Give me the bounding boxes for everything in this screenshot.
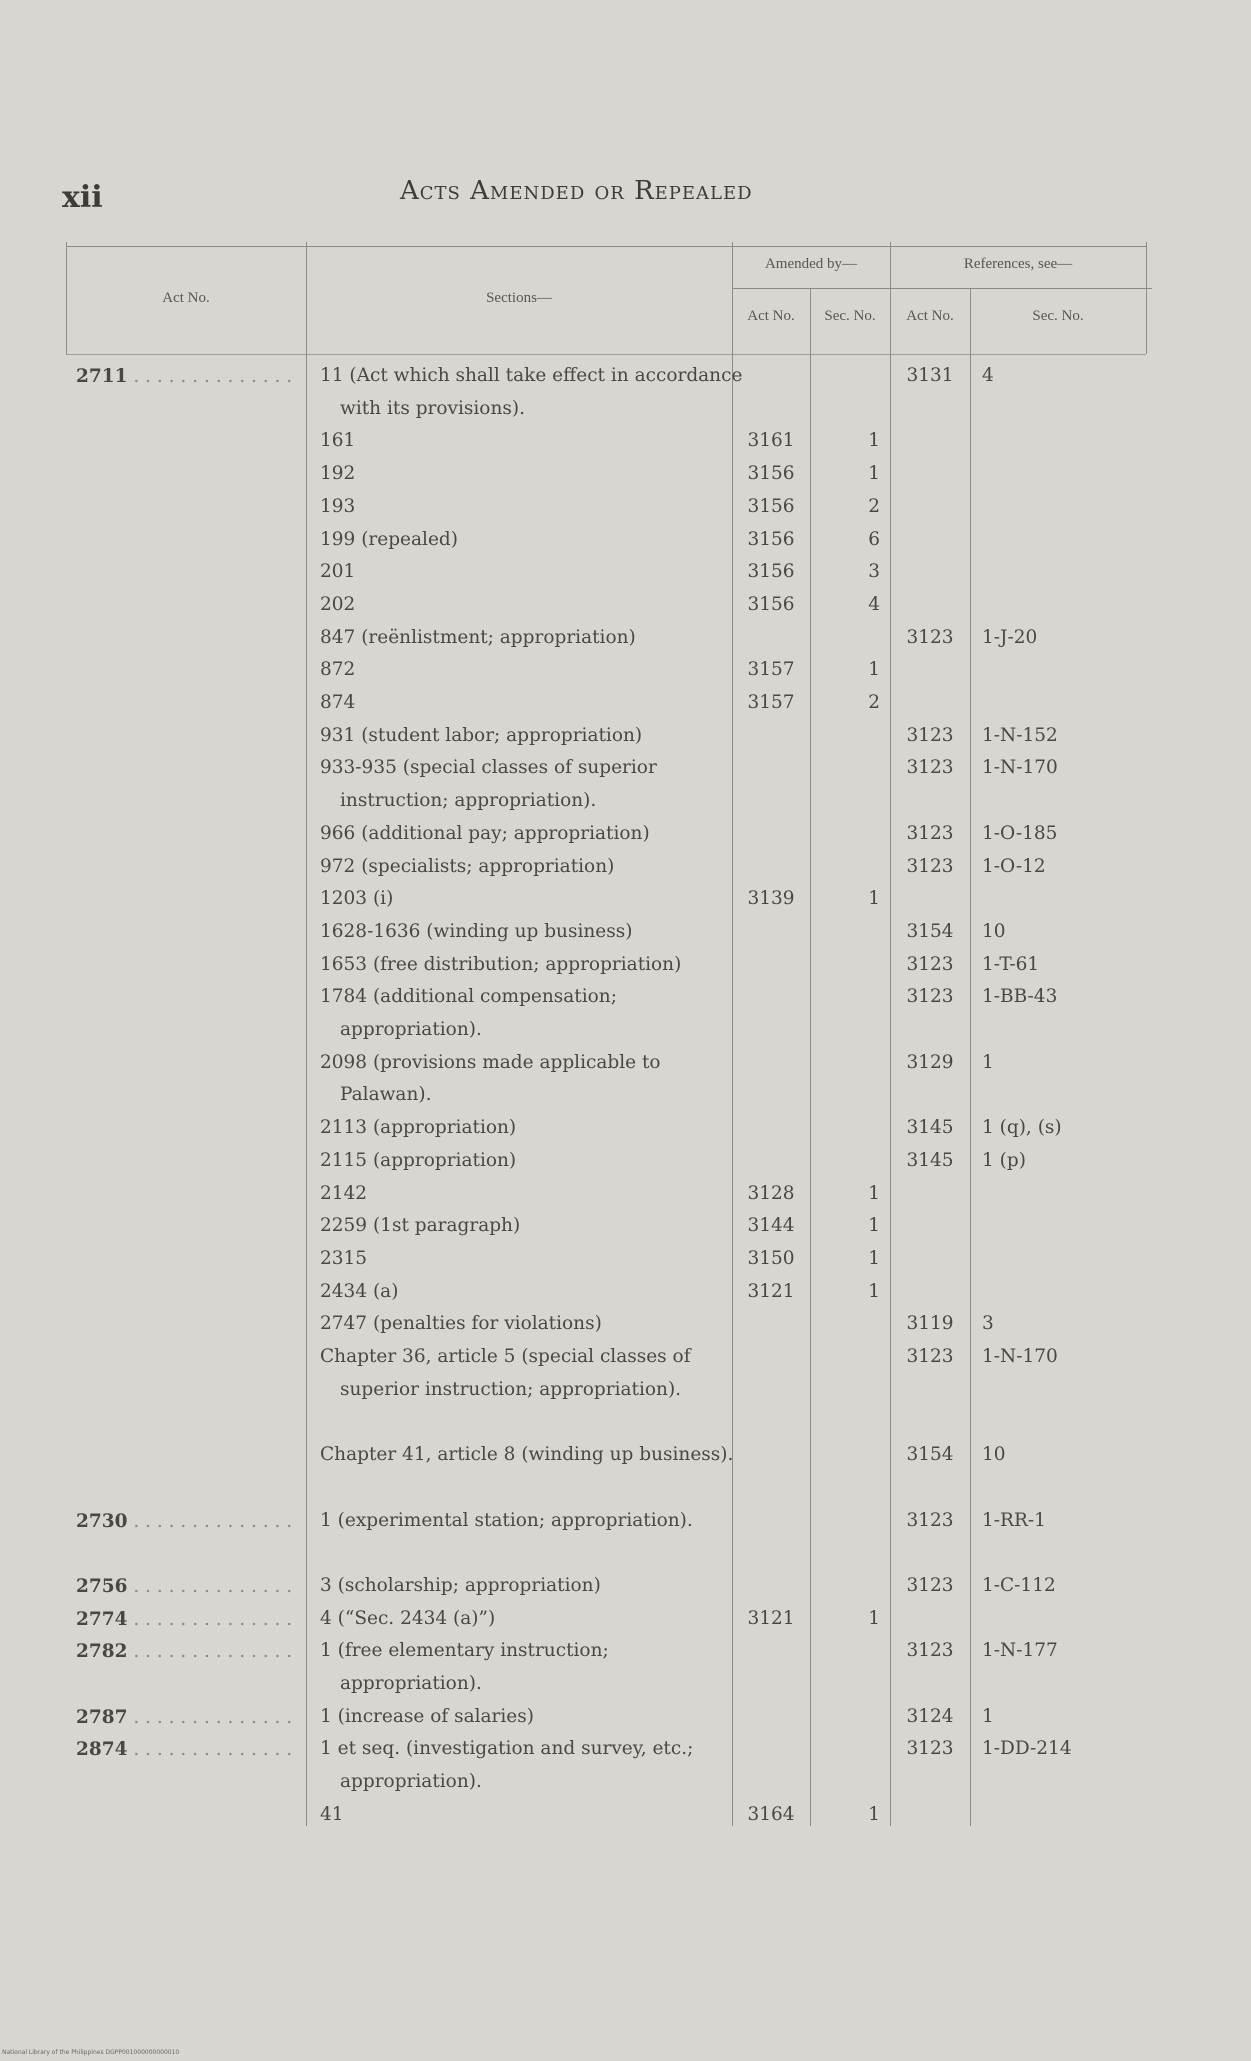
amended-act-no: 3150	[747, 1247, 795, 1269]
amended-sec-no: 2	[868, 692, 880, 713]
amended-sec-no: 1	[868, 1803, 880, 1825]
running-head: Acts Amended or Repealed	[400, 176, 753, 206]
section-label: 199 (repealed)	[320, 528, 458, 550]
amended-act-no: 3164	[747, 1803, 795, 1825]
amended-sec-no: 1	[868, 1280, 880, 1302]
section-text	[320, 425, 750, 458]
section-label: 966 (additional pay; appropriation)	[320, 822, 650, 844]
section-text	[320, 622, 750, 655]
amended-act-no: 3128	[747, 1182, 795, 1204]
section-label: 933-935 (special classes of superior instruction; appropriation).	[320, 757, 657, 812]
section-label: 2747 (penalties for violations)	[320, 1313, 602, 1335]
reference-sec-no: 4	[982, 365, 994, 386]
header-ref-sec-no: Sec. No.	[1032, 308, 1084, 324]
table-row	[66, 758, 1152, 823]
reference-act-no: 3123	[906, 1640, 954, 1662]
reference-sec-no: 1-T-61	[982, 953, 1040, 975]
section-label: 1 (increase of salaries)	[320, 1705, 534, 1727]
section-label: 1203 (i)	[320, 888, 394, 910]
section-label: 874	[320, 692, 356, 713]
reference-sec-no: 1-N-152	[982, 724, 1058, 746]
reference-act-no: 3123	[906, 822, 954, 844]
section-label: 872	[320, 659, 356, 681]
amended-act-no: 3156	[747, 528, 795, 550]
reference-sec-no: 1	[982, 1051, 994, 1073]
amended-sec-no: 1	[868, 1215, 880, 1237]
section-text	[320, 491, 750, 524]
header-amended-by: Amended by—	[764, 256, 858, 272]
amended-act-no: 3157	[747, 692, 795, 713]
section-text	[320, 1145, 750, 1178]
section-text	[320, 687, 750, 720]
reference-sec-no: 3	[982, 1313, 994, 1335]
amended-act-no: 3121	[747, 1607, 795, 1629]
reference-act-no: 3131	[906, 365, 954, 386]
section-label: 202	[320, 593, 356, 615]
reference-sec-no: 10	[982, 1444, 1006, 1466]
act-number: 2730 . . .	[76, 1511, 298, 1532]
section-text	[320, 752, 750, 817]
reference-sec-no: 1-BB-43	[982, 986, 1058, 1008]
section-text	[320, 1603, 750, 1636]
amended-sec-no: 4	[868, 593, 880, 615]
page-number: xii	[62, 180, 103, 215]
amended-act-no: 3156	[747, 495, 795, 517]
reference-sec-no: 1-N-170	[982, 1346, 1058, 1367]
section-text	[320, 1341, 750, 1406]
table-row	[66, 366, 1152, 431]
reference-act-no: 3154	[906, 920, 954, 942]
section-label: 1 (experimental station; appropriation).	[320, 1509, 693, 1531]
section-text	[320, 883, 750, 916]
section-text	[320, 1439, 750, 1472]
amended-act-no: 3161	[747, 430, 795, 452]
section-label: 847 (reënlistment; appropriation)	[320, 626, 636, 648]
section-label: 2115 (appropriation)	[320, 1149, 517, 1171]
section-label: 1653 (free distribution; appropriation)	[320, 953, 682, 975]
section-label: 2142	[320, 1182, 368, 1204]
act-number: 2874 . . .	[76, 1739, 298, 1760]
act-number: 2774 . . .	[76, 1609, 298, 1630]
table-row	[66, 1641, 1152, 1706]
reference-act-no: 3123	[906, 1738, 954, 1760]
amended-sec-no: 1	[868, 430, 880, 452]
reference-act-no: 3123	[906, 1574, 954, 1596]
table-row	[66, 1445, 1152, 1510]
section-text	[320, 949, 750, 982]
section-label: 1784 (additional compensation; appropriation).	[320, 986, 617, 1040]
section-text	[320, 524, 750, 557]
section-label: Chapter 41, article 8 (winding up business).	[320, 1444, 734, 1466]
section-label: 192	[320, 463, 356, 485]
amended-sec-no: 1	[868, 1182, 880, 1204]
section-text	[320, 1047, 750, 1112]
amended-sec-no: 1	[868, 1607, 880, 1629]
amended-sec-no: 3	[868, 561, 880, 583]
reference-sec-no: 1-O-185	[982, 822, 1058, 844]
act-number: 2787 . . .	[76, 1707, 298, 1728]
amended-act-no: 3156	[747, 593, 795, 615]
reference-act-no: 3124	[906, 1705, 954, 1727]
act-number: 2756 . . .	[76, 1576, 298, 1597]
section-text	[320, 1243, 750, 1276]
reference-sec-no: 1-J-20	[982, 626, 1038, 648]
acts-table	[66, 236, 1152, 1826]
section-text	[320, 1570, 750, 1603]
section-text	[320, 1178, 750, 1211]
header-amended-act-no: Act No.	[747, 308, 795, 324]
amended-sec-no: 2	[868, 495, 880, 517]
act-number: 2711 . . .	[76, 366, 298, 387]
amended-sec-no: 1	[868, 888, 880, 910]
amended-sec-no: 6	[868, 528, 880, 550]
reference-act-no: 3145	[906, 1149, 954, 1171]
reference-sec-no: 1	[982, 1705, 994, 1727]
section-label: 201	[320, 561, 356, 583]
section-text	[320, 1505, 750, 1538]
section-text	[320, 1733, 750, 1798]
table-row	[66, 1053, 1152, 1118]
section-label: Chapter 36, article 5 (special classes of superior instruction; appropriation).	[320, 1346, 691, 1400]
reference-act-no: 3123	[906, 1509, 954, 1531]
section-text	[320, 1210, 750, 1243]
amended-act-no: 3157	[747, 659, 795, 681]
reference-act-no: 3123	[906, 626, 954, 648]
reference-act-no: 3123	[906, 855, 954, 877]
section-text	[320, 1799, 750, 1832]
section-label: 2098 (provisions made applicable to Palawan).	[320, 1051, 661, 1106]
section-text	[320, 1701, 750, 1734]
reference-act-no: 3154	[906, 1444, 954, 1466]
header-amended-sec-no: Sec. No.	[824, 308, 876, 324]
section-text	[320, 851, 750, 884]
reference-sec-no: 1-RR-1	[982, 1509, 1046, 1531]
section-label: 2259 (1st paragraph)	[320, 1215, 521, 1237]
section-label: 1 et seq. (investigation and survey, etc.; appropriation).	[320, 1738, 694, 1793]
section-label: 1 (free elementary instruction; appropriation).	[320, 1640, 609, 1694]
amended-act-no: 3156	[747, 561, 795, 583]
section-label: 193	[320, 495, 356, 517]
reference-act-no: 3129	[906, 1051, 954, 1073]
reference-act-no: 3123	[906, 724, 954, 746]
table-row	[66, 1347, 1152, 1445]
reference-act-no: 3145	[906, 1117, 954, 1139]
table-row	[66, 1511, 1152, 1576]
reference-act-no: 3123	[906, 757, 954, 779]
reference-act-no: 3123	[906, 953, 954, 975]
section-text	[320, 1308, 750, 1341]
reference-act-no: 3123	[906, 986, 954, 1008]
amended-act-no: 3144	[747, 1215, 795, 1237]
reference-sec-no: 1-O-12	[982, 855, 1046, 877]
section-label: 1628-1636 (winding up business)	[320, 920, 633, 942]
reference-sec-no: 1-DD-214	[982, 1738, 1072, 1760]
section-label: 931 (student labor; appropriation)	[320, 724, 643, 746]
header-ref-act-no: Act No.	[906, 308, 954, 324]
section-label: 161	[320, 430, 356, 452]
section-text	[320, 458, 750, 491]
section-text	[320, 981, 750, 1046]
header-act-no: Act No.	[162, 290, 210, 306]
header-references: References, see—	[963, 256, 1073, 272]
section-label: 3 (scholarship; appropriation)	[320, 1574, 601, 1596]
section-text	[320, 818, 750, 851]
act-number: 2782 . . .	[76, 1641, 298, 1662]
section-label: 2434 (a)	[320, 1280, 399, 1302]
section-label: 2315	[320, 1247, 368, 1269]
section-label: 4 (“Sec. 2434 (a)”)	[320, 1607, 496, 1629]
section-label: 972 (specialists; appropriation)	[320, 855, 615, 877]
amended-sec-no: 1	[868, 1247, 880, 1269]
amended-act-no: 3121	[747, 1280, 795, 1302]
table-row	[66, 1805, 1152, 1838]
section-label: 2113 (appropriation)	[320, 1117, 517, 1139]
reference-act-no: 3119	[906, 1313, 954, 1335]
section-label: 11 (Act which shall take effect in accordance with its provisions).	[320, 365, 743, 419]
amended-act-no: 3139	[747, 888, 795, 910]
reference-sec-no: 10	[982, 920, 1006, 942]
section-text	[320, 556, 750, 589]
amended-act-no: 3156	[747, 463, 795, 485]
reference-sec-no: 1-N-177	[982, 1640, 1058, 1662]
section-text	[320, 720, 750, 753]
reference-act-no: 3123	[906, 1346, 954, 1367]
reference-sec-no: 1-N-170	[982, 757, 1058, 779]
section-text	[320, 1276, 750, 1309]
footer-credit: National Library of the Philippines DGPP001000000000010	[2, 2049, 180, 2056]
section-text	[320, 589, 750, 622]
reference-sec-no: 1-C-112	[982, 1574, 1056, 1596]
section-text	[320, 654, 750, 687]
amended-sec-no: 1	[868, 463, 880, 485]
table-row	[66, 987, 1152, 1052]
section-text	[320, 1635, 750, 1700]
reference-sec-no: 1 (q), (s)	[982, 1117, 1062, 1139]
table-row	[66, 1739, 1152, 1804]
amended-sec-no: 1	[868, 659, 880, 681]
header-sections: Sections—	[486, 290, 552, 306]
section-text	[320, 360, 750, 425]
section-text	[320, 1112, 750, 1145]
section-label: 41	[320, 1803, 344, 1825]
section-text	[320, 916, 750, 949]
reference-sec-no: 1 (p)	[982, 1149, 1026, 1171]
